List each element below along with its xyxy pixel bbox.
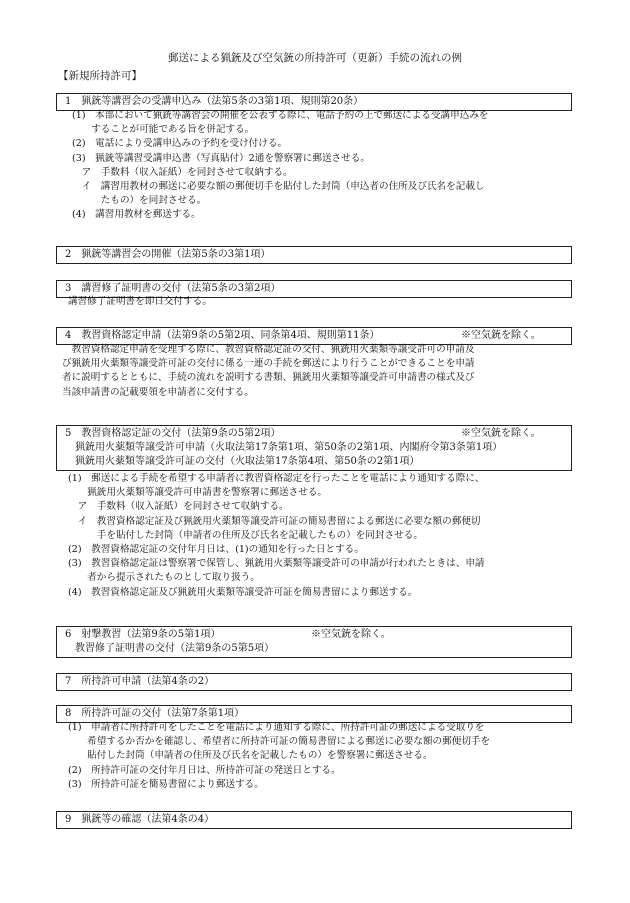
step-6-sub: 教習修了証明書の交付（法第9条の5第5項） bbox=[65, 643, 275, 654]
step-8-line: 希望するか否かを確認し、希望者に所持許可証の簡易書留による郵送に必要な額の郵便切手を bbox=[68, 736, 491, 748]
step-1-line: (4) 講習用教材を郵送する。 bbox=[72, 209, 201, 221]
step-1-line: (2) 電話により受講申込みの予約を受け付ける。 bbox=[72, 138, 288, 150]
step-1-line: (3) 猟銃等講習受講申込書（写真貼付）2通を警察署に郵送させる。 bbox=[72, 152, 370, 164]
step-8-line: 貼付した封筒（申請者の住所及び氏名を記載したもの）を警察署に郵送させる。 bbox=[68, 750, 433, 762]
step-1-line: たもの）を同封させる。 bbox=[72, 195, 207, 207]
step-4-note: ※空気銃を除く。 bbox=[461, 330, 541, 341]
step-6-note: ※空気銃を除く。 bbox=[311, 629, 391, 640]
section-label: 【新規所持許可】 bbox=[58, 70, 142, 82]
step-3-heading: 3 講習修了証明書の交付（法第5条の3第2項） bbox=[65, 283, 281, 294]
step-4-line: 者に説明するとともに、手続の流れを説明する書類、猟銃用火薬類等譲受許可申請書の様式及び bbox=[62, 372, 475, 384]
step-3-body bbox=[68, 295, 212, 309]
step-4-line: 教習資格認定申請を受理する際に、教習資格認定証の交付、猟銃用火薬類等譲受許可の申請及 bbox=[62, 344, 475, 355]
step-3-line: 講習修了証明書を即日交付する。 bbox=[68, 296, 212, 307]
step-9-box bbox=[56, 811, 572, 829]
step-5-line: (1) 郵送による手続を希望する申請者に教習資格認定を行ったことを電話により通知する際に、 bbox=[68, 473, 485, 484]
step-5-line: イ 教習資格認定証及び猟銃用火薬類等譲受許可証の簡易書留による郵送に必要な額の郵便切 bbox=[68, 515, 481, 527]
step-5-line: (4) 教習資格認定証及び猟銃用火薬類等譲受許可証を簡易書留により郵送する。 bbox=[68, 586, 418, 598]
step-5-line: 猟銃用火薬類等譲受許可申請書を警察署に郵送させる。 bbox=[68, 487, 328, 499]
step-1-line: ア 手数料（収入証紙）を同封させて収納する。 bbox=[72, 166, 293, 178]
step-8-body bbox=[68, 721, 490, 792]
step-2-heading: 2 猟銃等講習会の開催（法第5条の3第1項） bbox=[65, 249, 271, 260]
step-7-box bbox=[56, 673, 572, 691]
step-5-body bbox=[68, 472, 485, 600]
step-8-line: (2) 所持許可証の交付年月日は、所持許可証の発送日とする。 bbox=[68, 764, 341, 776]
step-5-line: (3) 教習資格認定証は警察署で保管し、猟銃用火薬類等譲受許可の申請が行われたときは、申請 bbox=[68, 558, 485, 570]
step-5-note: ※空気銃を除く。 bbox=[461, 428, 541, 439]
step-1-line: (1) 本部において猟銃等講習会の開催を公表する際に、電話予約の上で郵送による受講申込みを bbox=[72, 110, 489, 121]
step-8-line: (3) 所持許可証を簡易書留により郵送する。 bbox=[68, 778, 264, 790]
step-1-line: することが可能である旨を併記する。 bbox=[72, 124, 255, 136]
step-2-box bbox=[56, 246, 572, 264]
step-6-heading: 6 射撃教習（法第9条の5第1項） bbox=[65, 629, 221, 640]
step-8-line: (1) 申請者に所持許可をしたことを電話により通知する際に、所持許可証の郵送による受取りを bbox=[68, 722, 485, 733]
step-1-line: イ 講習用教材の郵送に必要な額の郵便切手を貼付した封筒（申込者の住所及び氏名を記載し bbox=[72, 181, 485, 193]
step-5-line: (2) 教習資格認定証の交付年月日は、(1)の通知を行った日とする。 bbox=[68, 544, 364, 556]
step-6-box bbox=[56, 626, 572, 658]
step-5-line: ア 手数料（収入証紙）を同封させて収納する。 bbox=[68, 501, 289, 513]
step-4-body bbox=[62, 343, 475, 400]
step-1-body bbox=[72, 109, 489, 223]
document-title: 郵送による猟銃及び空気銃の所持許可（更新）手続の流れの例 bbox=[168, 52, 462, 64]
step-8-heading: 8 所持許可証の交付（法第7条第1項） bbox=[65, 708, 245, 719]
step-5-sub: 猟銃用火薬類等譲受許可証の交付（火取法第17条第4項、第50条の2第1項） bbox=[65, 456, 420, 467]
step-7-heading: 7 所持許可申請（法第4条の2） bbox=[65, 676, 215, 687]
step-5-line: 手を貼付した封筒（申請者の住所及び氏名を記載したもの）を同封させる。 bbox=[68, 529, 423, 541]
step-5-heading: 5 教習資格認定証の交付（法第9条の5第2項） bbox=[65, 428, 281, 439]
step-4-line: 当該申請書の記載要領を申請者に交付する。 bbox=[62, 386, 254, 398]
step-9-heading: 9 猟銃等の確認（法第4条の4） bbox=[65, 814, 215, 825]
step-4-heading: 4 教習資格認定申請（法第9条の5第2項、同条第4項、規則第11条） bbox=[65, 330, 380, 341]
step-5-line: 者から提示されたものとして取り扱う。 bbox=[68, 572, 260, 584]
step-1-heading: 1 猟銃等講習会の受講申込み（法第5条の3第1項、規則第20条） bbox=[65, 96, 364, 107]
step-4-line: び猟銃用火薬類等譲受許可証の交付に係る一連の手続を郵送により行うことができることを申請 bbox=[62, 358, 475, 370]
step-5-sub: 猟銃用火薬類等譲受許可申請（火取法第17条第1項、第50条の2第1項、内閣府令第3条第1項） bbox=[65, 442, 503, 453]
step-5-box bbox=[56, 425, 572, 471]
